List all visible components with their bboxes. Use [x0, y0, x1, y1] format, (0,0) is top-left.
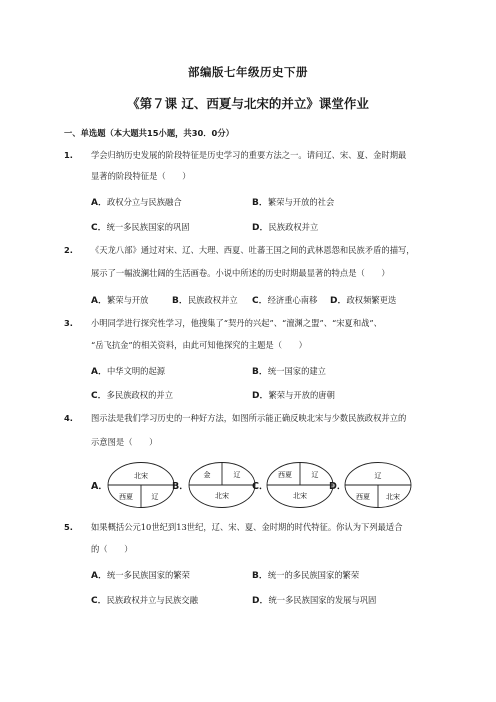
diagram-label: 辽	[311, 471, 319, 479]
option-d[interactable]	[252, 388, 335, 401]
option-c[interactable]	[91, 388, 173, 401]
option-key: B．	[252, 198, 268, 208]
option-a[interactable]	[91, 293, 148, 306]
option-key: D．	[330, 296, 347, 306]
question-number: 5.	[64, 522, 73, 532]
option-d[interactable]	[252, 593, 376, 606]
question-number: 4.	[64, 413, 73, 423]
option-c-diagram[interactable]	[265, 461, 335, 509]
option-text: 繁荣与开放	[106, 295, 149, 305]
question-number: 2.	[64, 245, 73, 255]
option-a[interactable]	[91, 568, 190, 581]
option-c[interactable]: C．	[252, 481, 269, 492]
question-text-line: 示意图是（ ）	[91, 437, 158, 447]
option-c[interactable]	[252, 293, 317, 306]
option-text: 繁荣与开放的唐朝	[268, 390, 335, 400]
option-key: A．	[91, 296, 107, 306]
diagram-label: 北宋	[386, 493, 400, 501]
question-text-line: 显著的阶段特征是（ ）	[91, 171, 191, 181]
option-text: 统一多民族国家的发展与巩固	[268, 595, 377, 605]
option-key: C．	[91, 596, 107, 606]
diagram-label: 北宋	[215, 492, 229, 500]
option-d-diagram[interactable]	[343, 461, 413, 509]
option-key: C．	[91, 223, 107, 233]
option-a[interactable]	[91, 195, 182, 208]
option-text: 统一国家的建立	[267, 366, 326, 376]
option-d[interactable]	[330, 293, 396, 306]
diagram-label: 西夏	[356, 493, 370, 501]
option-a[interactable]	[91, 364, 165, 377]
territory-diagram-d	[343, 461, 413, 509]
question-text-line: 《天龙八部》通过对宋、辽、大理、西夏、吐蕃王国之间的武林恩怨和民族矛盾的描写，	[91, 245, 415, 255]
territory-diagram-a	[106, 461, 176, 509]
option-key: C．	[252, 296, 268, 306]
diagram-label: 北宋	[134, 472, 148, 480]
document-subtitle: 《第７课 辽、西夏与北宋的并立》课堂作业	[127, 96, 369, 111]
option-a-diagram[interactable]	[106, 461, 176, 509]
question-text-line: 如果概括公元10世纪到13世纪，辽、宋、夏、金时期的时代特征。你认为下列最适合	[91, 522, 403, 532]
question-text-line: 学会归纳历史发展的阶段特征是历史学习的重要方法之一。请问辽、宋、夏、金时期最	[91, 150, 407, 160]
option-key: D．	[252, 223, 269, 233]
section-heading: 一、单选题（本大题共15小题，共30．0分）	[64, 128, 234, 138]
option-text: 政权频繁更迭	[346, 295, 397, 305]
option-b[interactable]	[252, 195, 334, 208]
diagram-label: 辽	[233, 471, 241, 479]
option-a[interactable]: A．	[91, 481, 108, 492]
option-key: C．	[91, 391, 107, 401]
question-number: 3.	[64, 318, 73, 328]
option-text: 统一多民族国家的巩固	[106, 222, 190, 232]
option-key: D．	[252, 391, 269, 401]
option-text: 民族政权并立	[268, 222, 319, 232]
option-key: A．	[91, 367, 107, 377]
diagram-label: 西夏	[119, 493, 133, 501]
question-text-line: 的（ ）	[91, 544, 133, 554]
option-text: 民族政权并立	[187, 295, 238, 305]
option-key: B．	[172, 296, 188, 306]
question-text-line: 小明同学进行探究性学习，他搜集了“契丹的兴起”、“澶渊之盟”、“宋夏和战”、	[91, 318, 382, 328]
question-text-line: “岳飞抗金”的相关资料，由此可知他探究的主题是（ ）	[91, 340, 307, 350]
territory-diagram-c	[265, 461, 335, 509]
diagram-label: 西夏	[278, 471, 292, 479]
option-key: A．	[91, 571, 107, 581]
option-key: B．	[252, 571, 268, 581]
option-text: 多民族政权的并立	[106, 390, 173, 400]
option-d[interactable]	[252, 220, 318, 233]
option-b[interactable]	[252, 364, 326, 377]
question-text-line: 展示了一幅波澜壮阔的生活画卷。小说中所述的历史时期最显著的特点是（ ）	[91, 268, 390, 278]
option-key: D．	[252, 596, 269, 606]
question-number: 1.	[64, 150, 73, 160]
option-text: 统一的多民族国家的繁荣	[267, 570, 360, 580]
option-c[interactable]	[91, 220, 190, 233]
option-d[interactable]: D．	[329, 481, 347, 492]
option-b-diagram[interactable]	[187, 461, 257, 509]
territory-diagram-b	[187, 461, 257, 509]
diagram-label: 辽	[374, 472, 382, 480]
option-text: 民族政权并立与民族交融	[106, 595, 198, 605]
option-text: 经济重心南移	[267, 295, 318, 305]
question-text-line: 图示法是我们学习历史的一种好方法，如图所示能正确反映北宋与少数民族政权并立的	[91, 413, 407, 423]
diagram-label: 金	[203, 471, 211, 479]
option-text: 繁荣与开放的社会	[267, 197, 335, 207]
option-text: 统一多民族国家的繁荣	[106, 570, 190, 580]
option-text: 政权分立与民族融合	[106, 197, 182, 207]
document-title: 部编版七年级历史下册	[188, 65, 308, 79]
option-c[interactable]	[91, 593, 198, 606]
diagram-label: 辽	[151, 493, 159, 501]
option-b[interactable]	[172, 293, 238, 306]
option-key: B．	[252, 367, 268, 377]
diagram-label: 北宋	[293, 492, 307, 500]
option-b[interactable]	[252, 568, 359, 581]
option-b[interactable]: B．	[172, 481, 189, 492]
option-text: 中华文明的起源	[106, 366, 166, 376]
option-key: A．	[91, 198, 107, 208]
